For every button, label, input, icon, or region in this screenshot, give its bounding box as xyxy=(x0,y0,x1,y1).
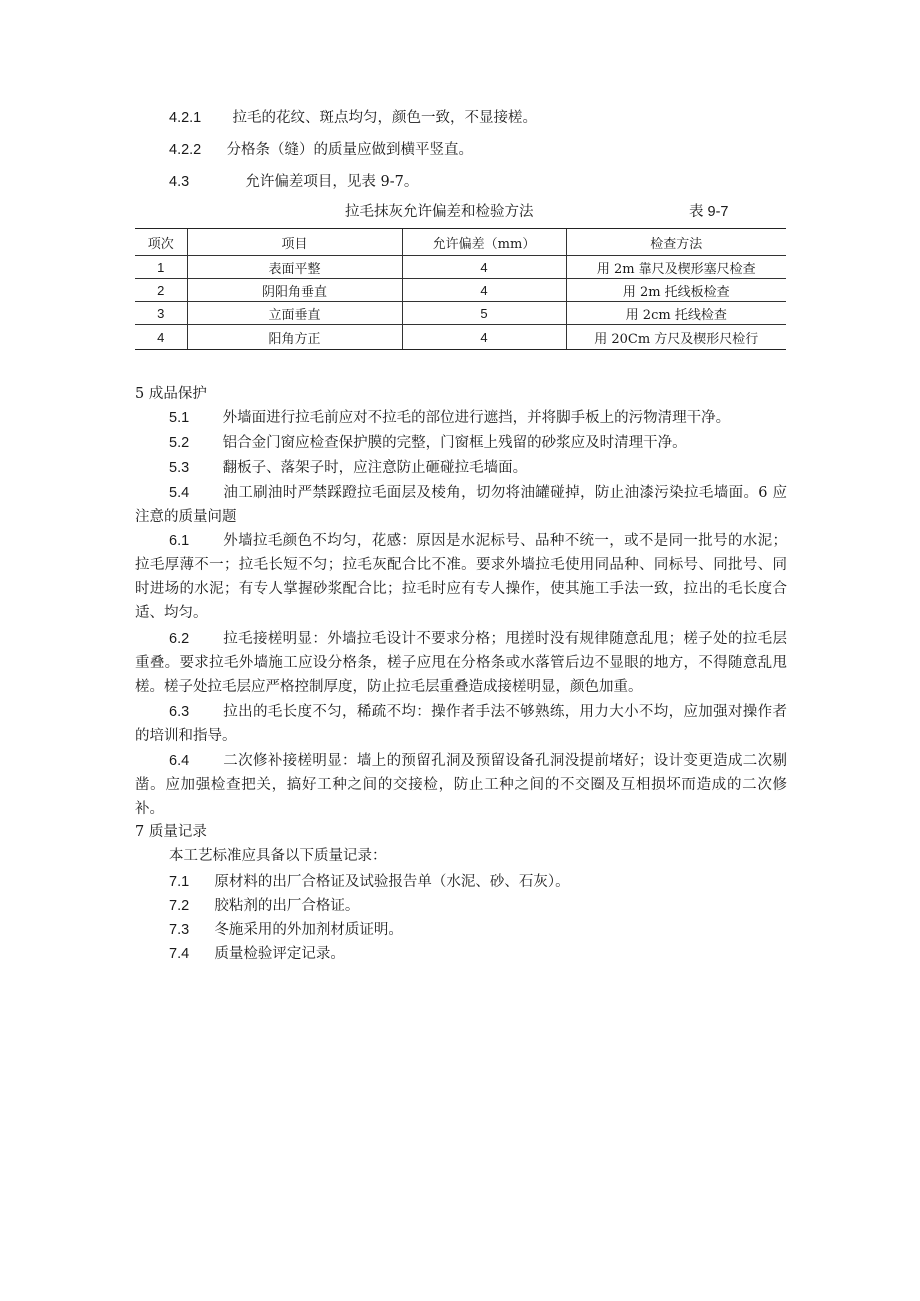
table-row xyxy=(135,325,786,350)
tolerance-table xyxy=(135,228,786,350)
table-row xyxy=(135,256,786,279)
header-tolerance: 允许偏差（mm） xyxy=(402,229,566,256)
section-7-heading: 7 质量记录 xyxy=(135,824,207,840)
cell-method: 用 2cm 托线检查 xyxy=(566,302,786,325)
cell-no: 3 xyxy=(135,302,187,325)
table-header-row xyxy=(135,229,786,256)
item-number: 7.3 xyxy=(169,922,190,938)
item-number: 7.4 xyxy=(169,946,190,962)
item-text: 翻板子、落架子时，应注意防止砸碰拉毛墙面。 xyxy=(222,460,528,476)
cell-no: 2 xyxy=(135,279,187,302)
item-number: 6.1 xyxy=(169,533,190,549)
item-number: 5.2 xyxy=(169,435,190,451)
cell-tolerance: 4 xyxy=(402,325,566,350)
header-item: 项目 xyxy=(187,229,402,256)
cell-tolerance: 4 xyxy=(402,279,566,302)
cell-item: 表面平整 xyxy=(187,256,402,279)
item-7-3 xyxy=(169,920,403,940)
cell-item: 立面垂直 xyxy=(187,302,402,325)
cell-tolerance: 5 xyxy=(402,302,566,325)
item-text: 允许偏差项目，见表 9-7。 xyxy=(245,174,419,190)
item-4-2-1 xyxy=(169,108,537,128)
item-7-4 xyxy=(169,944,345,964)
item-number: 4.2.1 xyxy=(169,110,202,126)
cell-item: 阴阳角垂直 xyxy=(187,279,402,302)
item-text: 胶粘剂的出厂合格证。 xyxy=(214,898,360,914)
cell-no: 4 xyxy=(135,325,187,350)
header-method: 检查方法 xyxy=(566,229,786,256)
cell-tolerance: 4 xyxy=(402,256,566,279)
item-text: 拉毛接槎明显：外墙拉毛设计不要求分格；甩搓时没有规律随意乱甩；槎子处的拉毛层重叠。要求拉毛外墙施工应设分格条，槎子应甩在分格条或水落管后边不显眼的地方，不得随意乱甩槎。槎子处拉毛层应严格控制厚度，防止拉毛层重叠造成接槎明显，颜色加重。 xyxy=(135,631,787,695)
item-6-2 xyxy=(135,627,787,699)
table-row xyxy=(135,302,786,325)
item-text: 铝合金门窗应检查保护膜的完整，门窗框上残留的砂浆应及时清理干净。 xyxy=(222,435,687,451)
item-5-1 xyxy=(135,406,787,430)
item-text: 分格条（缝）的质量应做到横平竖直。 xyxy=(226,142,473,158)
table-row xyxy=(135,279,786,302)
cell-method: 用 20Cm 方尺及楔形尺检行 xyxy=(566,325,786,350)
cell-no: 1 xyxy=(135,256,187,279)
item-4-2-2 xyxy=(169,140,473,160)
item-6-1 xyxy=(135,529,787,625)
item-5-4 xyxy=(135,481,787,529)
item-number: 6.2 xyxy=(169,631,190,647)
item-text: 外墙拉毛颜色不均匀，花感：原因是水泥标号、品种不统一，或不是同一批号的水泥；拉毛厚薄不一；拉毛长短不匀；拉毛灰配合比不准。要求外墙拉毛使用同品种、同标号、同批号、同时进场的水泥；有专人掌握砂浆配合比；拉毛时应有专人操作，使其施工手法一致，拉出的毛长度合适、均匀。 xyxy=(135,533,787,621)
cell-method: 用 2m 托线板检查 xyxy=(566,279,786,302)
item-4-3 xyxy=(169,172,418,192)
item-text: 冬施采用的外加剂材质证明。 xyxy=(214,922,403,938)
item-number: 4.2.2 xyxy=(169,142,202,158)
header-no: 项次 xyxy=(135,229,187,256)
item-number: 4.3 xyxy=(169,174,190,190)
item-number: 7.1 xyxy=(169,874,190,890)
table-title: 拉毛抹灰允许偏差和检验方法 xyxy=(345,204,534,220)
item-number: 6.4 xyxy=(169,753,190,769)
item-number: 5.4 xyxy=(169,485,190,501)
item-text: 质量检验评定记录。 xyxy=(214,946,345,962)
item-5-3 xyxy=(135,456,787,480)
cell-method: 用 2m 靠尺及楔形塞尺检查 xyxy=(566,256,786,279)
item-number: 7.2 xyxy=(169,898,190,914)
cell-item: 阳角方正 xyxy=(187,325,402,350)
item-number: 5.1 xyxy=(169,410,190,426)
item-number: 5.3 xyxy=(169,460,190,476)
item-number: 6.3 xyxy=(169,704,190,720)
item-6-3 xyxy=(135,700,787,748)
item-6-4 xyxy=(135,749,787,821)
section-5-heading: 5 成品保护 xyxy=(135,386,207,402)
item-text: 拉出的毛长度不匀，稀疏不均：操作者手法不够熟练，用力大小不均，应加强对操作者的培训和指导。 xyxy=(135,704,787,744)
item-text: 二次修补接槎明显：墙上的预留孔洞及预留设备孔洞没提前堵好；设计变更造成二次剔凿。应加强检查把关，搞好工种之间的交接检，防止工种之间的不交圈及互相损坏而造成的二次修补。 xyxy=(135,753,787,817)
item-5-2 xyxy=(135,431,787,455)
item-text: 拉毛的花纹、斑点均匀，颜色一致，不显接槎。 xyxy=(232,110,537,126)
table-label: 表 9-7 xyxy=(689,204,729,220)
item-text: 原材料的出厂合格证及试验报告单（水泥、砂、石灰）。 xyxy=(214,874,570,890)
item-text: 油工刷油时严禁踩蹬拉毛面层及棱角，切勿将油罐碰掉，防止油漆污染拉毛墙面。6 应注意的质量问题 xyxy=(135,485,788,525)
item-7-1 xyxy=(169,872,570,892)
section-7-intro: 本工艺标准应具备以下质量记录： xyxy=(169,848,387,864)
item-7-2 xyxy=(169,896,359,916)
item-text: 外墙面进行拉毛前应对不拉毛的部位进行遮挡，并将脚手板上的污物清理干净。 xyxy=(222,410,731,426)
